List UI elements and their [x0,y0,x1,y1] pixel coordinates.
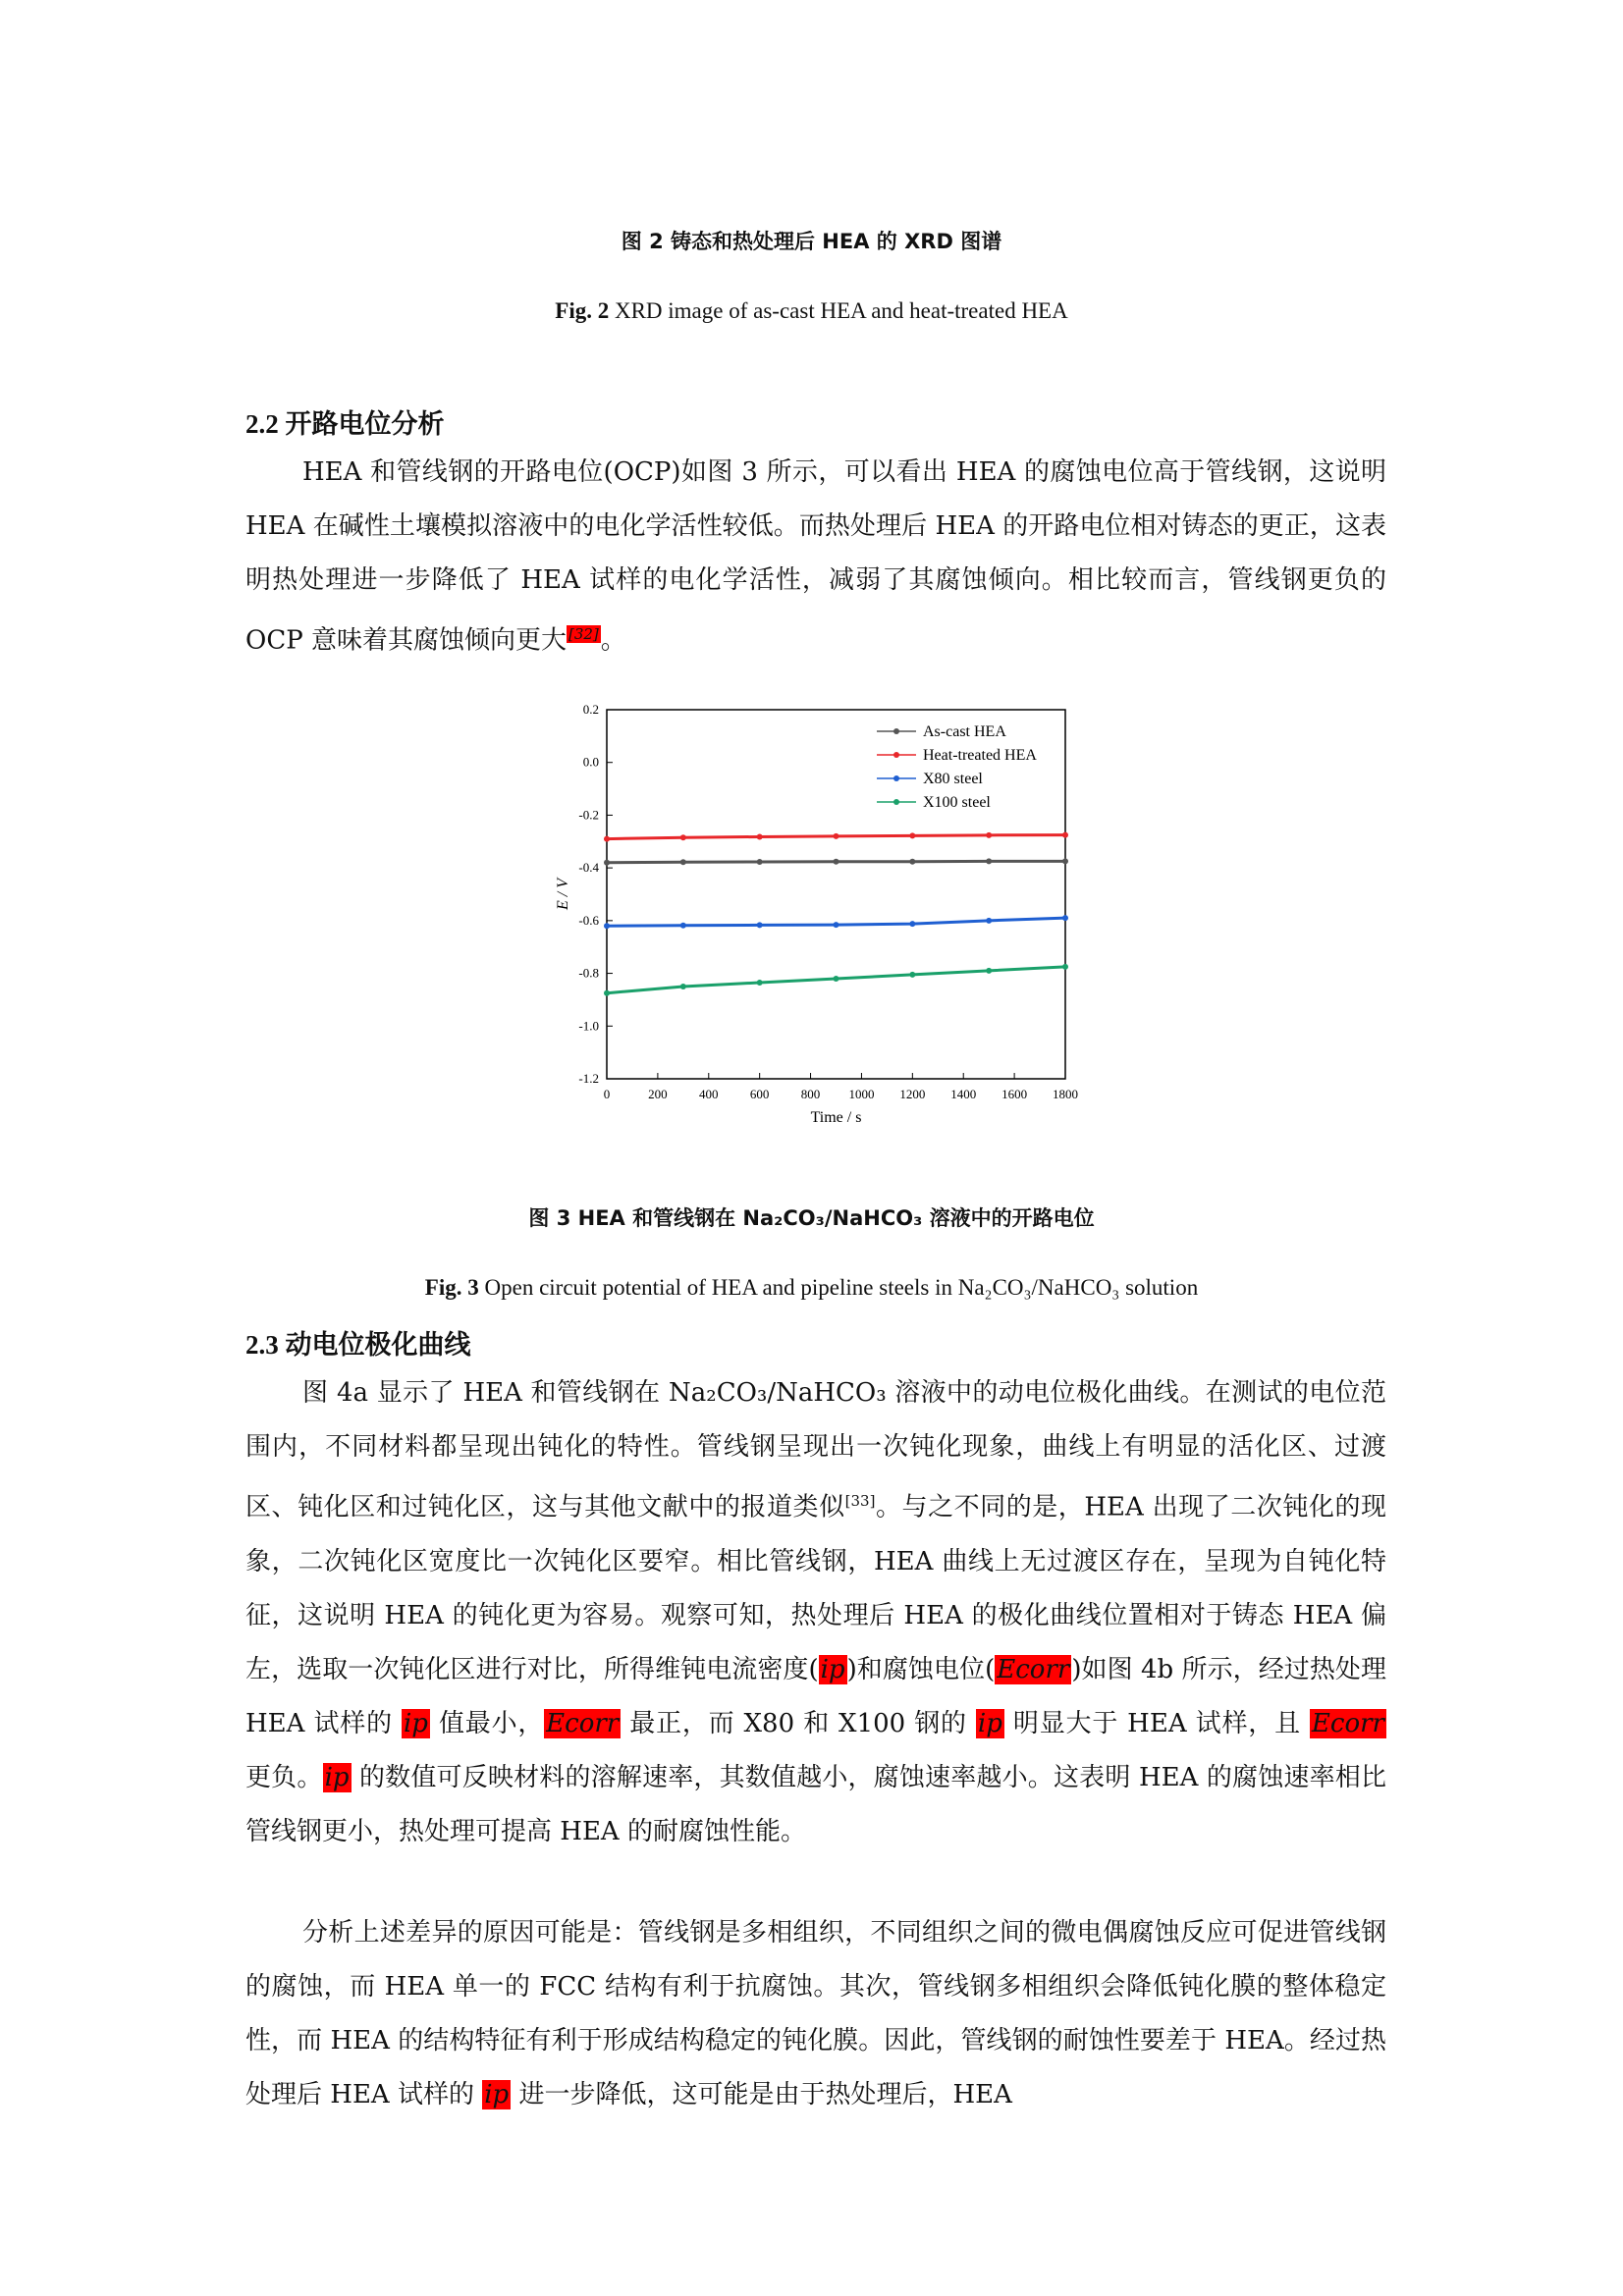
legend-marker-1 [893,752,899,758]
series-point-2 [680,923,686,929]
series-point-1 [986,832,992,838]
figure-2-label: Fig. 2 [555,298,610,323]
text: 进一步降低，这可能是由于热处理后，HEA [511,2080,1012,2109]
ip-symbol: ip [484,2080,510,2109]
series-point-2 [604,923,610,929]
x-axis-label: Time / s [810,1109,862,1126]
series-point-3 [757,980,763,986]
figure-2-caption-en [0,298,1623,324]
y-tick-label: -0.8 [578,965,599,981]
citation-32[interactable]: [32] [568,625,599,643]
x-tick-label: 1400 [950,1087,977,1101]
ecorr-symbol: Ecorr [997,1654,1070,1684]
figure-2-text: XRD image of as-cast HEA and heat-treated HEA [609,298,1068,323]
series-point-2 [834,922,839,928]
series-point-1 [834,833,839,839]
series-point-3 [909,972,915,978]
y-tick-label: -1.2 [578,1071,599,1086]
series-line-2 [607,918,1065,926]
series-line-0 [607,861,1065,862]
ecorr-symbol: Ecorr [546,1708,620,1738]
legend-label-2: X80 steel [923,771,983,787]
paragraph-end: 。 [600,625,626,656]
figure-2-caption-cn: 图 2 铸态和热处理后 HEA 的 XRD 图谱 [621,230,1002,253]
section-2-3-paragraph-1 [245,1366,1386,1859]
series-point-0 [757,859,763,865]
text: 分析上述差异的原因可能是：管线钢是多相组织，不同组织之间的微电偶腐蚀反应可促进管线钢的腐蚀，而 HEA 单一的 FCC 结构有利于抗腐蚀。其次，管线钢多相组织会降低钝化膜的整体稳定性，而 HEA 的结构特征有利于形成结构稳定的钝化膜。因此，管线钢的耐蚀性要差于 HEA。经过热处理后 HEA 试样的 [245,1918,1386,2109]
series-point-0 [604,860,610,866]
ip-symbol: ip [324,1762,350,1792]
series-point-1 [909,832,915,838]
ip-symbol: ip [977,1708,1002,1738]
legend-marker-2 [893,775,899,781]
legend-label-3: X100 steel [923,794,991,811]
series-point-0 [680,859,686,865]
series-point-0 [834,859,839,865]
series-point-2 [986,918,992,924]
x-tick-label: 0 [603,1087,611,1101]
series-point-3 [604,990,610,996]
ip-symbol: ip [820,1654,845,1684]
figure-3-label: Fig. 3 [424,1275,479,1300]
paragraph-text: HEA 和管线钢的开路电位(OCP)如图 3 所示，可以看出 HEA 的腐蚀电位高于管线钢，这说明 HEA 在碱性土壤模拟溶液中的电化学活性较低。而热处理后 HEA 的开路电位相对铸态的更正，这表明热处理进一步降低了 HEA 试样的电化学活性，减弱了其腐蚀倾向。相比较而言，管线钢更负的 OCP 意味着其腐蚀倾向更大 [245,457,1386,656]
series-point-2 [757,922,763,928]
series-point-1 [680,834,686,840]
figure-3-label-cn: 图 3 [528,1206,571,1230]
text: 明显大于 HEA 试样，且 [1003,1708,1310,1738]
text: 更负。 [245,1762,323,1792]
text: 。与之不同的是，HEA 出现了二次钝化的现象，二次钝化区宽度比一次钝化区要窄。相比管线钢，HEA 曲线上无过渡区存在，呈现为自钝化特征，这说明 HEA 的钝化更为容易。观察可知，热处理后 HEA 的极化曲线位置相对于铸态 HEA 偏左，选取一次钝化区进行对比，所得维钝电流密度( [245,1492,1386,1684]
series-line-3 [607,967,1065,993]
text: 的数值可反映材料的溶解速率，其数值越小，腐蚀速率越小。这表明 HEA 的腐蚀速率相比管线钢更小，热处理可提高 HEA 的耐腐蚀性能。 [245,1762,1386,1846]
figure-3-caption-en [0,1275,1623,1301]
series-point-3 [834,976,839,982]
y-tick-label: -0.4 [578,860,599,876]
text: )和腐蚀电位( [846,1654,996,1684]
plot-frame [607,710,1065,1079]
text: 最正，而 X80 和 X100 钢的 [621,1708,976,1738]
text: 值最小， [429,1708,545,1738]
x-tick-label: 600 [749,1087,770,1101]
citation-33[interactable]: [33] [844,1492,876,1510]
legend-marker-0 [893,728,899,734]
legend-label-1: Heat-treated HEA [923,747,1037,764]
legend-marker-3 [893,799,899,805]
series-point-0 [1062,858,1068,864]
section-2-2-paragraph [245,446,1386,668]
figure-3-caption-cn [0,1202,1623,1232]
series-point-1 [757,833,763,839]
text: )如图 4b 所示，经过热处理 HEA 试样的 [245,1654,1386,1738]
series-point-1 [604,836,610,842]
x-tick-label: 800 [800,1087,821,1101]
chart-root [555,702,1078,1126]
x-tick-label: 1000 [848,1087,875,1101]
series-point-3 [1062,964,1068,970]
section-2-2-heading: 2.2 开路电位分析 [245,409,445,439]
series-point-1 [1062,832,1068,838]
y-tick-label: -0.6 [578,912,599,928]
series-point-0 [909,859,915,865]
x-tick-label: 1600 [1001,1087,1028,1101]
series-point-3 [986,968,992,974]
y-tick-label: -1.0 [578,1018,599,1034]
ip-symbol: ip [403,1708,428,1738]
x-tick-label: 1200 [899,1087,926,1101]
x-tick-label: 200 [648,1087,668,1101]
ecorr-symbol: Ecorr [1311,1708,1384,1738]
y-tick-label: -0.2 [578,807,599,823]
x-tick-label: 1800 [1053,1087,1078,1101]
legend-label-0: As-cast HEA [923,723,1006,740]
y-tick-label: 0.2 [582,702,599,717]
text: 图 4a 显示了 HEA 和管线钢在 Na₂CO₃/NaHCO₃ 溶液中的动电位极化曲线。在测试的电位范围内，不同材料都呈现出钝化的特性。管线钢呈现出一次钝化现象，曲线上有明显的活化区、过渡区、钝化区和过钝化区，这与其他文献中的报道类似 [245,1378,1386,1522]
series-point-0 [986,858,992,864]
series-point-2 [1062,915,1068,921]
series-point-3 [680,984,686,989]
series-line-1 [607,835,1065,839]
series-point-2 [909,921,915,927]
figure-3-text-cn: HEA 和管线钢在 Na₂CO₃/NaHCO₃ 溶液中的开路电位 [570,1206,1095,1230]
figure-3-text: Open circuit potential of HEA and pipeline steels in Na₂CO₃/NaHCO₃ solution [478,1275,1199,1300]
y-tick-label: 0.0 [582,754,599,770]
y-axis-label: E / V [555,879,571,910]
x-tick-label: 400 [699,1087,719,1101]
section-2-3-paragraph-2 [245,1906,1386,2122]
section-2-3-heading: 2.3 动电位极化曲线 [245,1330,471,1360]
